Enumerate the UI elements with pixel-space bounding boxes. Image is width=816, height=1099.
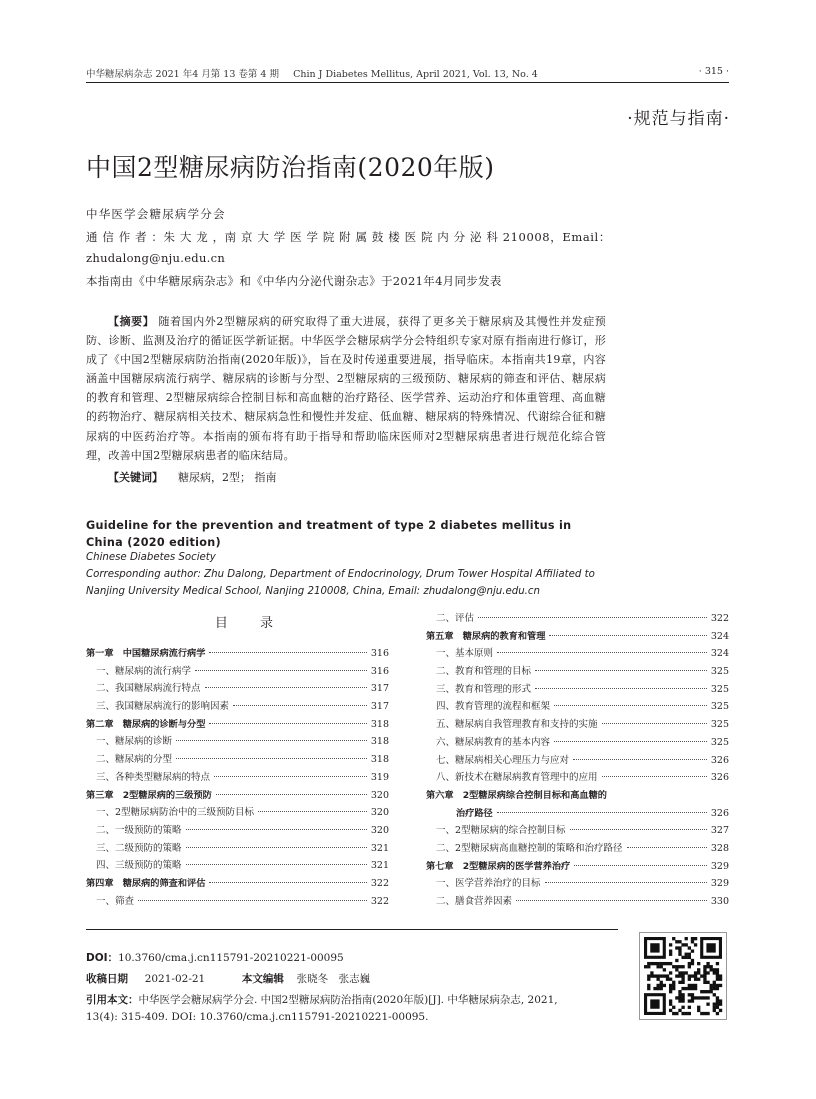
toc-entry-title: 一、2型糖尿病的综合控制目标 xyxy=(436,825,566,837)
toc-entry[interactable] xyxy=(426,752,729,770)
toc-page-number: 324 xyxy=(710,630,729,642)
toc-left-column xyxy=(86,645,389,910)
toc-entry-title: 第四章 糖尿病的筛查和评估 xyxy=(86,877,206,889)
page-number: · 315 · xyxy=(698,66,729,77)
toc-dot-leader xyxy=(573,759,707,760)
english-org: Chinese Diabetes Society xyxy=(86,552,216,563)
toc-dot-leader xyxy=(570,829,707,830)
toc-right-column xyxy=(426,610,729,911)
corresponding-author: 通 信 作 者 ：朱 大 龙 ，南 京 大 学 医 学 院 附 属 鼓 楼 医 院 内 分 泌 科 210008，Email： xyxy=(86,230,611,244)
toc-dot-leader xyxy=(209,723,366,724)
abstract xyxy=(86,312,606,465)
toc-entry-title: 二、教育和管理的目标 xyxy=(436,666,532,678)
toc-entry-title: 一、2型糖尿病防治中的三级预防目标 xyxy=(96,807,255,819)
keywords-label: 【关键词】 xyxy=(108,471,163,484)
footer-rule xyxy=(86,929,618,930)
toc-entry[interactable] xyxy=(426,893,729,911)
toc-entry-title: 一、糖尿病的流行病学 xyxy=(96,665,192,677)
toc-page-number: 327 xyxy=(710,825,729,837)
abstract-label: 【摘要】 xyxy=(108,315,155,328)
toc-dot-leader xyxy=(535,688,707,689)
toc-entry[interactable] xyxy=(86,663,389,681)
english-title: Guideline for the prevention and treatment of type 2 diabetes mellitus in China (2020 edition) xyxy=(86,519,572,549)
article-title: 中国2型糖尿病防治指南(2020年版) xyxy=(86,153,495,182)
toc-chapter[interactable] xyxy=(426,628,729,646)
author-org: 中华医学会糖尿病学分会 xyxy=(86,207,226,221)
toc-entry[interactable] xyxy=(86,769,389,787)
toc-entry[interactable] xyxy=(86,804,389,822)
journal-cn: 中华糖尿病杂志 2021 年4 月第 13 卷第 4 期 xyxy=(86,69,279,80)
cite-label: 引用本文： xyxy=(86,994,139,1006)
toc-page-number: 326 xyxy=(710,772,729,784)
toc-entry[interactable] xyxy=(86,822,389,840)
toc-entry-title: 二、2型糖尿病高血糖控制的策略和治疗路径 xyxy=(436,842,623,854)
toc-entry[interactable] xyxy=(86,893,389,911)
toc-dot-leader xyxy=(549,635,706,636)
toc-entry[interactable] xyxy=(426,698,729,716)
toc-entry[interactable] xyxy=(426,822,729,840)
toc-page-number: 320 xyxy=(370,824,389,836)
editors: 张晓冬 张志巍 xyxy=(296,973,371,985)
toc-entry-title: 治疗路径 xyxy=(456,807,493,819)
toc-dot-leader xyxy=(186,829,367,830)
toc-page-number: 321 xyxy=(370,842,389,854)
toc-page-number: 322 xyxy=(370,877,389,889)
toc-entry[interactable] xyxy=(426,610,729,628)
toc-page-number: 325 xyxy=(710,736,729,748)
toc-dot-leader xyxy=(209,882,366,883)
toc-chapter[interactable] xyxy=(86,787,389,805)
toc-entry[interactable] xyxy=(426,663,729,681)
toc-entry[interactable] xyxy=(86,733,389,751)
toc-dot-leader xyxy=(478,617,707,618)
toc-dot-leader xyxy=(176,740,367,741)
toc-dot-leader xyxy=(216,794,367,795)
qr-code-icon xyxy=(640,933,726,1019)
toc-entry-title: 四、三级预防的策略 xyxy=(96,860,182,872)
toc-page-number: 329 xyxy=(710,860,729,872)
toc-entry-title: 第六章 2型糖尿病综合控制目标和高血糖的 xyxy=(426,789,607,801)
toc-dot-leader xyxy=(209,652,366,653)
toc-dot-leader xyxy=(535,670,707,671)
toc-page-number: 318 xyxy=(370,736,389,748)
toc-dot-leader xyxy=(554,705,707,706)
toc-entry-title: 第一章 中国糖尿病流行病学 xyxy=(86,648,206,659)
toc-entry-title: 二、我国糖尿病流行特点 xyxy=(96,683,201,695)
toc-page-number: 322 xyxy=(710,613,729,624)
running-header xyxy=(86,66,538,80)
toc-page-number: 317 xyxy=(370,701,389,713)
toc-entry[interactable] xyxy=(86,840,389,858)
toc-page-number: 320 xyxy=(370,789,389,801)
toc-chapter[interactable] xyxy=(86,716,389,734)
toc-page-number: 328 xyxy=(710,842,729,854)
keywords xyxy=(108,469,277,485)
toc-entry[interactable] xyxy=(426,769,729,787)
toc-dot-leader xyxy=(545,882,707,883)
toc-chapter[interactable] xyxy=(426,787,729,805)
toc-entry[interactable] xyxy=(86,751,389,769)
toc-entry-title: 三、教育和管理的形式 xyxy=(436,683,532,695)
toc-entry[interactable] xyxy=(426,645,729,663)
toc-page-number: 325 xyxy=(710,701,729,713)
toc-entry[interactable] xyxy=(426,734,729,752)
publish-note: 本指南由《中华糖尿病杂志》和《中华内分泌代谢杂志》于2021年4月同步发表 xyxy=(86,274,502,288)
english-corr-line1: Corresponding author: Zhu Dalong, Department of Endocrinology, Drum Tower Hospital Affiliated to xyxy=(86,569,595,580)
toc-dot-leader xyxy=(233,705,367,706)
english-corr-line2: Nanjing University Medical School, Nanjing 210008, China, Email: zhudalong@nju.edu.cn xyxy=(86,586,540,597)
toc-page-number: 317 xyxy=(370,683,389,695)
toc-page-number: 316 xyxy=(370,648,389,659)
toc-entry-title: 一、筛查 xyxy=(96,895,135,907)
toc-entry-title: 一、医学营养治疗的目标 xyxy=(436,878,541,890)
toc-entry-title: 六、糖尿病教育的基本内容 xyxy=(436,736,551,748)
toc-page-number: 325 xyxy=(710,666,729,678)
toc-entry-title: 八、新技术在糖尿病教育管理中的应用 xyxy=(436,772,598,784)
keywords-text: 糖尿病，2型； 指南 xyxy=(178,471,277,484)
toc-entry-title: 三、各种类型糖尿病的特点 xyxy=(96,771,211,783)
received-line xyxy=(86,971,370,986)
toc-entry-title: 一、基本原则 xyxy=(436,648,494,660)
email: zhudalong@nju.edu.cn xyxy=(86,251,226,265)
toc-entry-title: 二、一级预防的策略 xyxy=(96,824,182,836)
toc-entry-title: 三、我国糖尿病流行的影响因素 xyxy=(96,701,230,713)
toc-entry-title: 一、糖尿病的诊断 xyxy=(96,736,173,748)
cite-line2: 13(4): 315-409. DOI: 10.3760/cma.j.cn115791-20210221-00095. xyxy=(86,1011,429,1023)
toc-entry-title: 二、糖尿病的分型 xyxy=(96,754,173,766)
toc-dot-leader xyxy=(258,811,367,812)
toc-page-number: 321 xyxy=(370,860,389,872)
toc-entry-title: 第七章 2型糖尿病的医学营养治疗 xyxy=(426,860,571,872)
cite-line1 xyxy=(86,992,558,1007)
toc-dot-leader xyxy=(627,847,707,848)
toc-entry-title: 二、膳食营养因素 xyxy=(436,896,513,907)
toc-entry[interactable] xyxy=(426,681,729,699)
toc-entry-title: 第五章 糖尿病的教育和管理 xyxy=(426,630,546,642)
abstract-text: 随着国内外2型糖尿病的研究取得了重大进展，获得了更多关于糖尿病及其慢性并发症预防、诊断、监测及治疗的循证医学新证据。中华医学会糖尿病学分会特组织专家对原有指南进行修订，形成了《中国2型糖尿病防治指南(2020年版)》，旨在及时传递重要进展，指导临床。本指南共19章，内容涵盖中国糖尿病流行病学、糖尿病的诊断与分型、2型糖尿病的三级预防、糖尿病的筛查和评估、糖尿病的教育和管理、2型糖尿病综合控制目标和高血糖的治疗路径、医学营养、运动治疗和体重管理、高血糖的药物治疗、糖尿病相关技术、糖尿病急性和慢性并发症、低血糖、糖尿病的特殊情况、代谢综合征和糖尿病的中医药治疗等。本指南的颁布将有助于指导和帮助临床医师对2型糖尿病患者进行规范化综合管理，改善中国2型糖尿病患者的临床结局。 xyxy=(86,315,606,462)
toc-page-number: 329 xyxy=(710,878,729,890)
toc-dot-leader xyxy=(602,776,707,777)
toc-entry-title: 七、糖尿病相关心理压力与应对 xyxy=(436,754,570,766)
toc-dot-leader xyxy=(186,864,367,865)
toc-dot-leader xyxy=(176,758,367,759)
toc-heading: 目 录 xyxy=(214,616,288,631)
toc-entry-title: 第三章 2型糖尿病的三级预防 xyxy=(86,789,212,801)
toc-page-number: 322 xyxy=(370,895,389,907)
toc-page-number: 324 xyxy=(710,648,729,660)
doi-line xyxy=(86,950,344,965)
toc-entry-title: 四、教育管理的流程和框架 xyxy=(436,701,551,713)
toc-entry-title: 五、糖尿病自我管理教育和支持的实施 xyxy=(436,719,598,731)
toc-dot-leader xyxy=(497,812,707,813)
toc-entry-title: 第二章 糖尿病的诊断与分型 xyxy=(86,718,206,730)
toc-dot-leader xyxy=(497,652,707,653)
toc-chapter[interactable] xyxy=(86,645,389,663)
toc-dot-leader xyxy=(574,865,707,866)
journal-en: Chin J Diabetes Mellitus, April 2021, Vol. 13, No. 4 xyxy=(293,69,538,80)
qr-code[interactable] xyxy=(639,932,727,1020)
received-date: 2021-02-21 xyxy=(144,973,206,985)
section-tag: ·规范与指南· xyxy=(627,109,730,129)
doi-label: DOI： xyxy=(86,952,119,964)
toc-dot-leader xyxy=(195,670,367,671)
toc-entry-title: 二、评估 xyxy=(436,613,475,624)
toc-dot-leader xyxy=(554,741,707,742)
toc-entry[interactable] xyxy=(426,716,729,734)
toc-page-number: 325 xyxy=(710,719,729,731)
toc-entry[interactable] xyxy=(426,840,729,858)
toc-page-number: 325 xyxy=(710,683,729,695)
toc-page-number: 319 xyxy=(370,771,389,783)
toc-page-number: 316 xyxy=(370,665,389,677)
toc-page-number: 326 xyxy=(710,754,729,766)
toc-dot-leader xyxy=(186,847,367,848)
cite-text-1: 中华医学会糖尿病学分会. 中国2型糖尿病防治指南(2020年版)[J]. 中华糖尿病杂志, 2021, xyxy=(138,994,558,1006)
toc-entry[interactable] xyxy=(426,875,729,893)
toc-chapter[interactable] xyxy=(86,875,389,893)
toc-page-number: 318 xyxy=(370,718,389,730)
toc-dot-leader xyxy=(602,723,707,724)
toc-entry[interactable] xyxy=(86,698,389,716)
toc-entry[interactable] xyxy=(86,857,389,875)
toc-page-number: 330 xyxy=(710,896,729,907)
toc-dot-leader xyxy=(138,900,367,901)
toc-chapter[interactable] xyxy=(426,858,729,876)
toc-page-number: 318 xyxy=(370,754,389,766)
toc-page-number: 320 xyxy=(370,807,389,819)
editor-label: 本文编辑 xyxy=(241,973,284,985)
header-rule xyxy=(86,82,729,83)
toc-entry[interactable] xyxy=(86,680,389,698)
received-label: 收稿日期 xyxy=(86,973,128,985)
doi-value: 10.3760/cma.j.cn115791-20210221-00095 xyxy=(118,952,344,964)
toc-dot-leader xyxy=(516,900,707,901)
toc-page-number: 326 xyxy=(710,807,729,819)
toc-dot-leader xyxy=(205,687,367,688)
toc-dot-leader xyxy=(214,776,367,777)
toc-entry-title: 三、二级预防的策略 xyxy=(96,842,182,854)
toc-entry[interactable] xyxy=(426,805,729,823)
